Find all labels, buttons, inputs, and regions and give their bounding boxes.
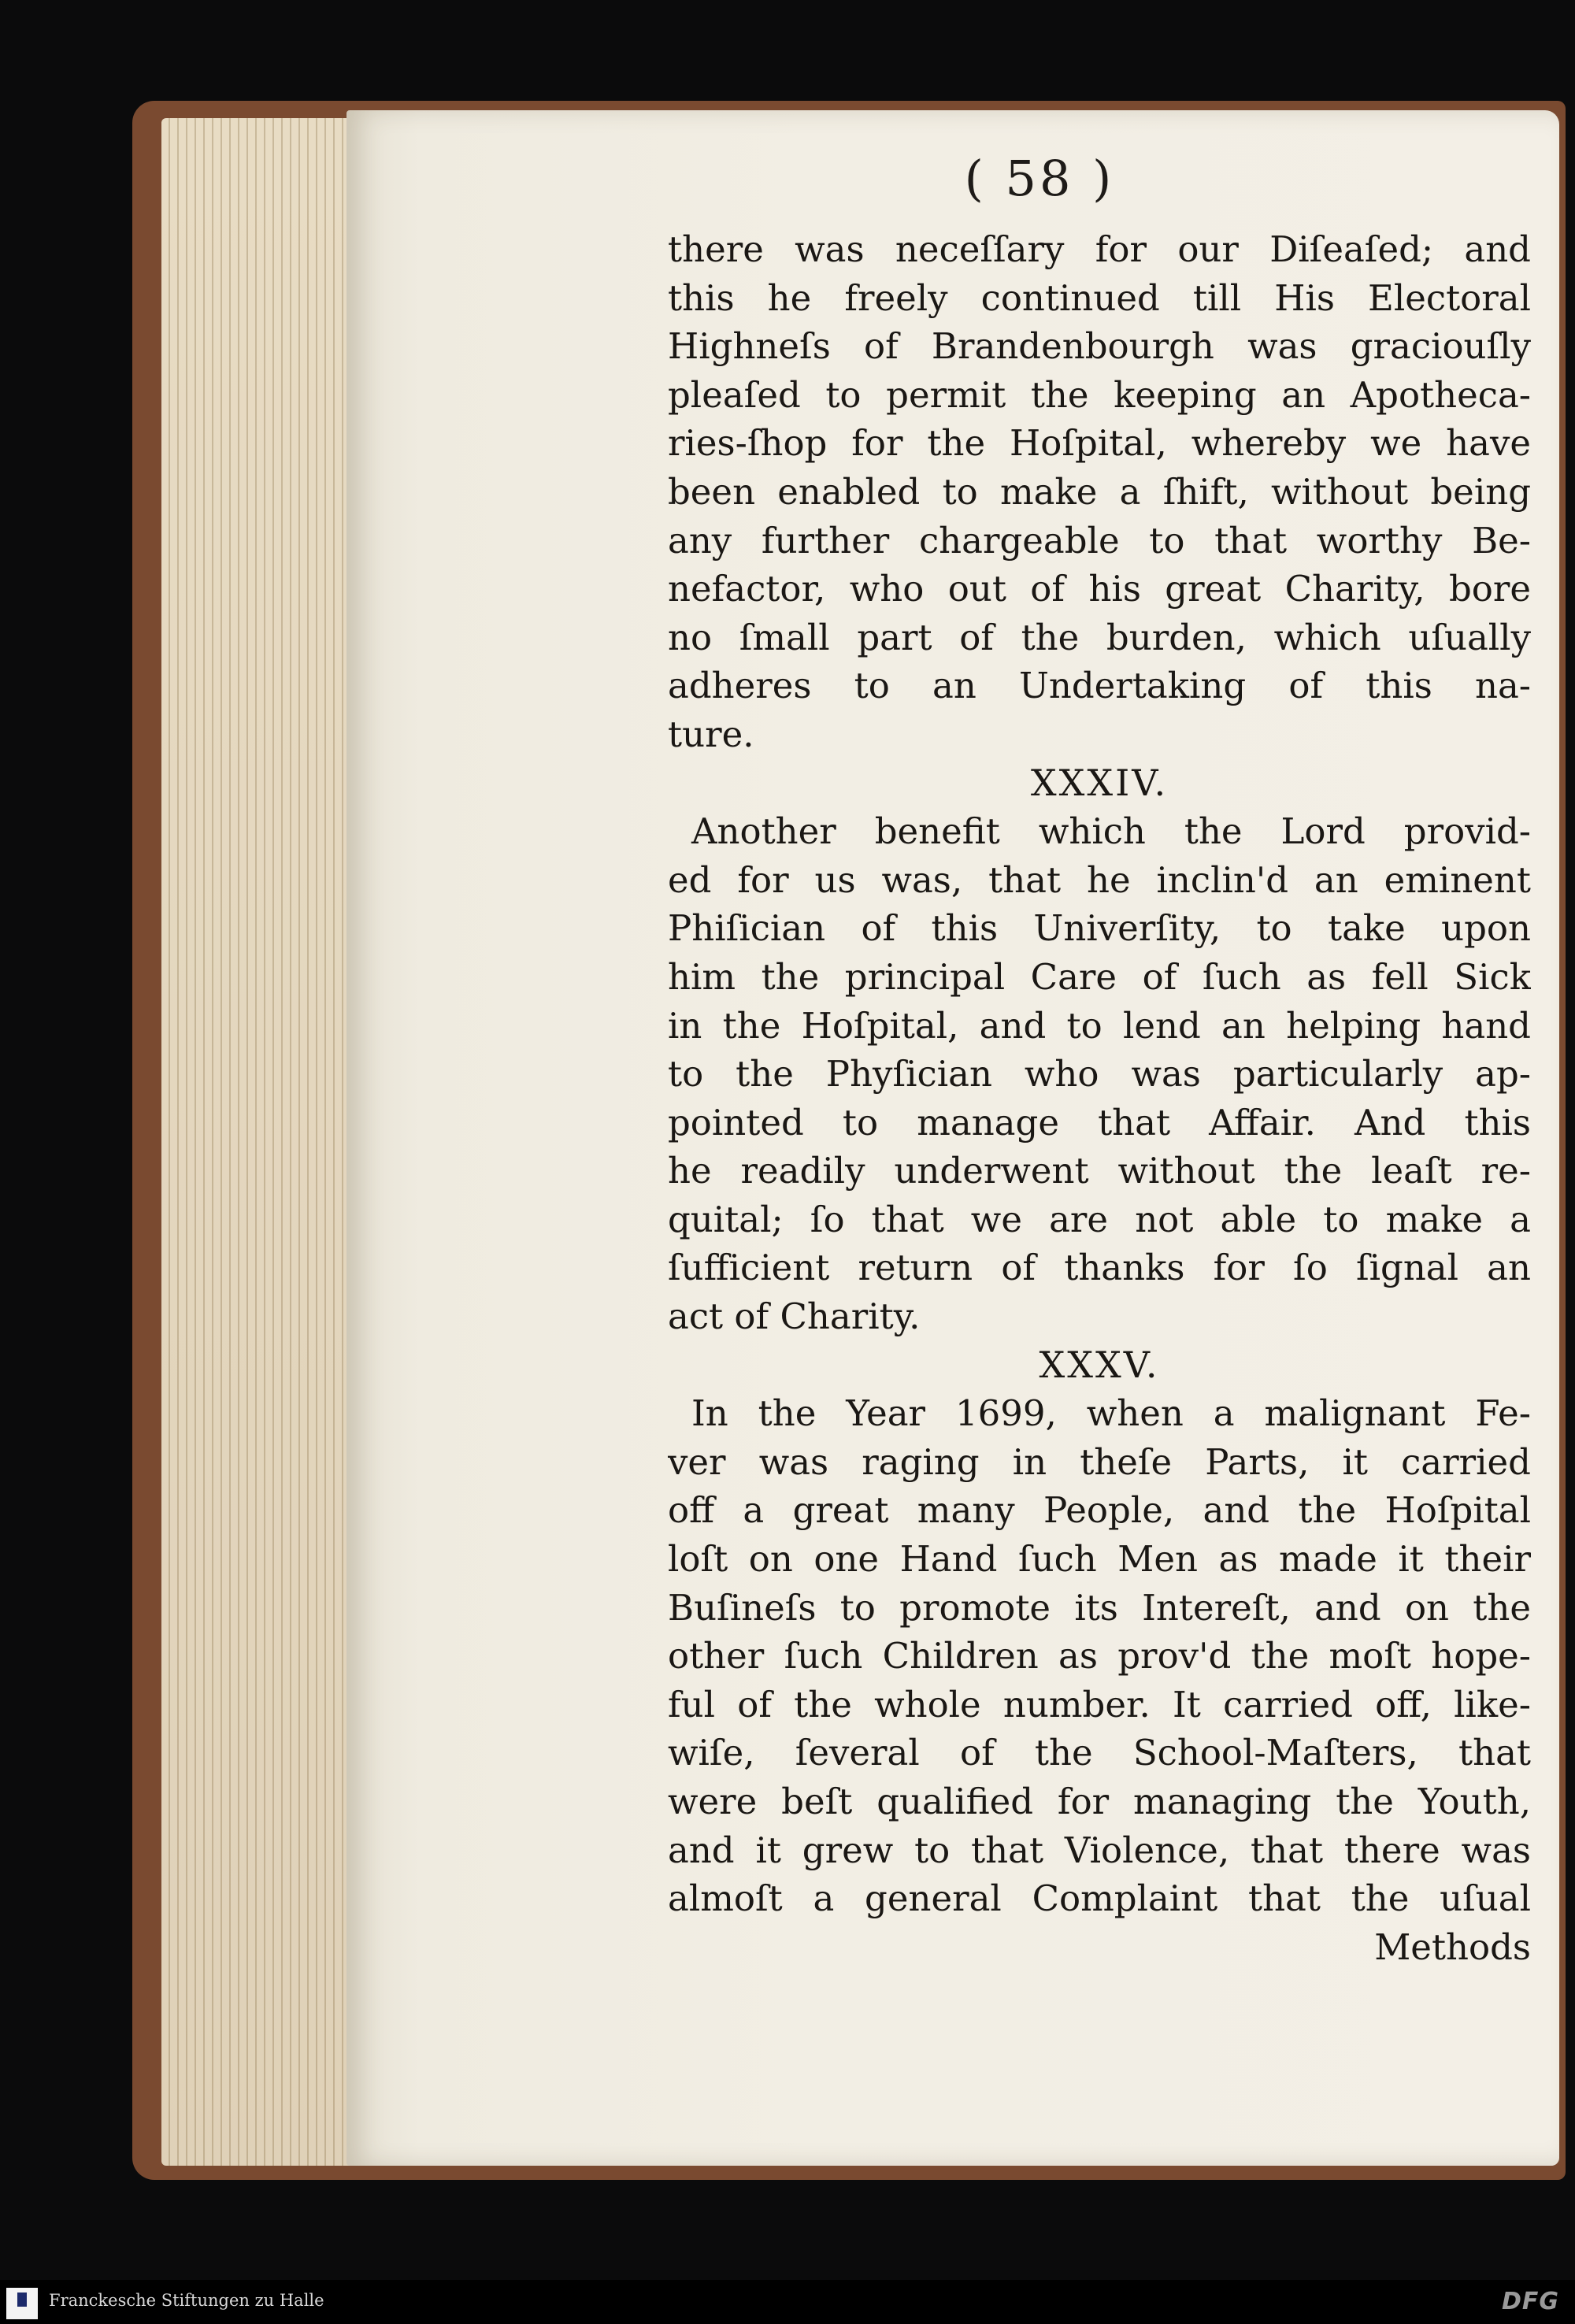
text-line: to the Phyſician who was particularly ap- <box>668 1053 1531 1095</box>
text-line: loſt on one Hand ſuch Men as made it their <box>668 1538 1531 1581</box>
text-line: In the Year 1699, when a malignant Fe- <box>691 1392 1531 1435</box>
institution-name: Franckesche Stiftungen zu Halle <box>49 2291 324 2310</box>
text-line: ful of the whole number. It carried off, like- <box>668 1683 1531 1725</box>
text-line: ver was raging in theſe Parts, it carried <box>668 1440 1531 1483</box>
text-line: Buſineſs to promote its Intereſt, and on the <box>668 1586 1531 1629</box>
dfg-logo: DFG <box>1501 2288 1559 2315</box>
text-line: were beſt qualified for managing the Youth, <box>668 1781 1531 1822</box>
page-edges <box>161 118 366 2166</box>
text-line: act of Charity. <box>668 1295 921 1338</box>
text-line: pleaſed to permit the keeping an Apotheca- <box>668 373 1531 416</box>
text-line: been enabled to make a ſhift, without being <box>668 470 1531 513</box>
text-line: no ſmall part of the burden, which uſually <box>668 616 1531 658</box>
text-line: adheres to an Undertaking of this na- <box>668 665 1531 707</box>
section-heading-34: XXXIV. <box>1030 761 1169 804</box>
text-line: and it grew to that Violence, that there was <box>668 1829 1531 1871</box>
text-line: him the principal Care of ſuch as fell Sick <box>668 955 1531 998</box>
text-line: Another benefit which the Lord provid- <box>691 810 1531 853</box>
footer-bar <box>0 2280 1575 2324</box>
catchword: Methods <box>1374 1926 1531 1968</box>
institution-logo-icon <box>6 2288 38 2319</box>
text-line: pointed to manage that Affair. And this <box>668 1101 1531 1143</box>
text-line: wiſe, ſeveral of the School-Maſters, that <box>668 1732 1531 1774</box>
text-line: in the Hoſpital, and to lend an helping hand <box>668 1004 1531 1047</box>
text-line: quital; ſo that we are not able to make a <box>668 1198 1531 1240</box>
page-number: ( 58 ) <box>964 150 1115 207</box>
text-line: there was neceſſary for our Diſeaſed; and <box>668 228 1531 270</box>
text-line: almoſt a general Complaint that the uſual <box>668 1877 1531 1920</box>
text-line: ries-ſhop for the Hoſpital, whereby we have <box>668 422 1531 465</box>
text-line: he readily underwent without the leaſt re- <box>668 1150 1531 1192</box>
text-line: Highneſs of Brandenbourgh was graciouſly <box>668 325 1531 368</box>
text-line: ture. <box>668 713 754 755</box>
text-line: Phiſician of this Univerſity, to take upon <box>668 907 1531 950</box>
section-heading-35: XXXV. <box>1039 1343 1160 1386</box>
text-line: nefactor, who out of his great Charity, bore <box>668 568 1531 610</box>
text-line: this he freely continued till His Electoral <box>668 276 1531 319</box>
text-line: any further chargeable to that worthy Be- <box>668 519 1531 562</box>
text-line: ed for us was, that he inclin'd an eminent <box>668 858 1531 901</box>
text-line: ſufficient return of thanks for ſo ſignal an <box>668 1247 1531 1289</box>
page-text <box>668 225 1531 1971</box>
text-line: off a great many People, and the Hoſpital <box>668 1489 1531 1532</box>
text-line: other ſuch Children as prov'd the moſt hope- <box>668 1635 1531 1677</box>
